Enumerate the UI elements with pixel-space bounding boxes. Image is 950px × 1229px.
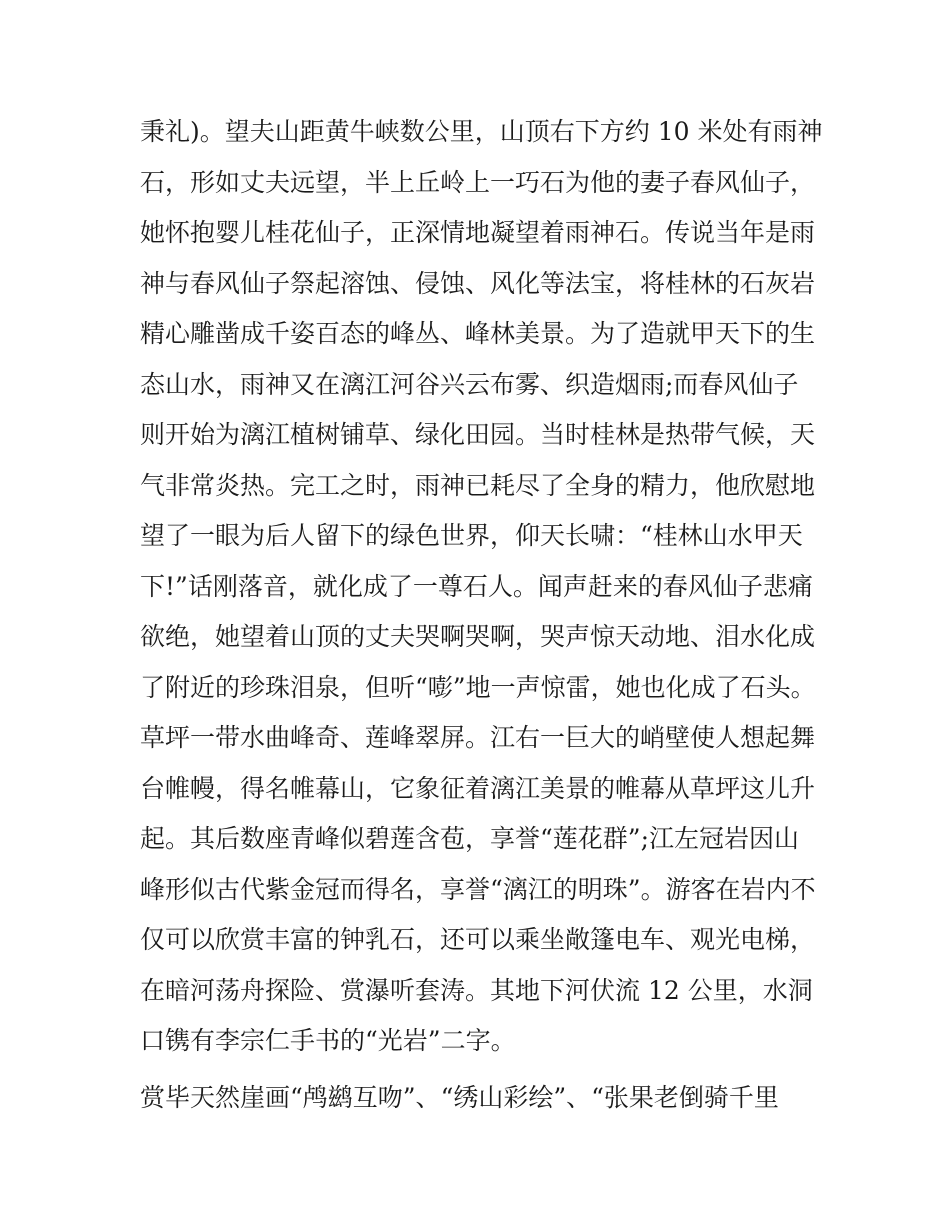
text-line: 气非常炎热。完工之时，雨神已耗尽了全身的精力，他欣慰地	[140, 470, 816, 500]
text-line: 望了一眼为后人留下的绿色世界，仰天长啸：“桂林山水甲天	[140, 521, 803, 550]
text-line: 仅可以欣赏丰富的钟乳石，还可以乘坐敞篷电车、观光电梯，	[140, 925, 816, 954]
text-line: 口镌有李宗仁手书的“光岩”二字。	[140, 1026, 516, 1055]
text-line: 神与春风仙子祭起溶蚀、侵蚀、风化等法宝，将桂林的石灰岩	[140, 268, 816, 298]
text-line: 欲绝，她望着山顶的丈夫哭啊哭啊，哭声惊天动地、泪水化成	[140, 622, 816, 651]
text-line: 石，形如丈夫远望，半上丘岭上一巧石为他的妻子春风仙子，	[140, 167, 816, 197]
text-line: 草坪一带水曲峰奇、莲峰翠屏。江右一巨大的峭壁使人想起舞	[140, 723, 816, 752]
text-line: 态山水，雨神又在漓江河谷兴云布雾、织造烟雨;而春风仙子	[140, 369, 799, 399]
text-line: 台帷幔，得名帷幕山，它象征着漓江美景的帷幕从草坪这儿升	[140, 773, 816, 803]
text-line: 精心雕凿成千姿百态的峰丛、峰林美景。为了造就甲天下的生	[140, 319, 816, 348]
text-line: 在暗河荡舟探险、赏瀑听套涛。其地下河伏流 12 公里，水洞	[140, 975, 813, 1005]
text-line: 峰形似古代紫金冠而得名，享誉“漓江的明珠”。游客在岩内不	[140, 874, 816, 904]
text-line: 下!”话刚落音，就化成了一尊石人。闻声赶来的春风仙子悲痛	[140, 571, 813, 601]
text-line: 她怀抱婴儿桂花仙子，正深情地凝望着雨神石。传说当年是雨	[140, 218, 816, 247]
paragraph-1	[140, 107, 830, 1067]
body-text	[140, 107, 830, 1123]
text-line: 起。其后数座青峰似碧莲含苞，享誉“莲花群”;江左冠岩因山	[140, 824, 799, 853]
text-line: 秉礼)。望夫山距黄牛峡数公里，山顶右下方约 10 米处有雨神	[140, 117, 823, 146]
paragraph-2	[140, 1073, 830, 1124]
text-line: 了附近的珍珠泪泉，但听“嘭”地一声惊雷，她也化成了石头。	[140, 672, 816, 702]
text-line: 赏毕天然崖画“鸬鹚互吻”、“绣山彩绘”、“张果老倒骑千里	[140, 1082, 779, 1112]
text-line: 则开始为漓江植树铺草、绿化田园。当时桂林是热带气候，天	[140, 420, 816, 449]
